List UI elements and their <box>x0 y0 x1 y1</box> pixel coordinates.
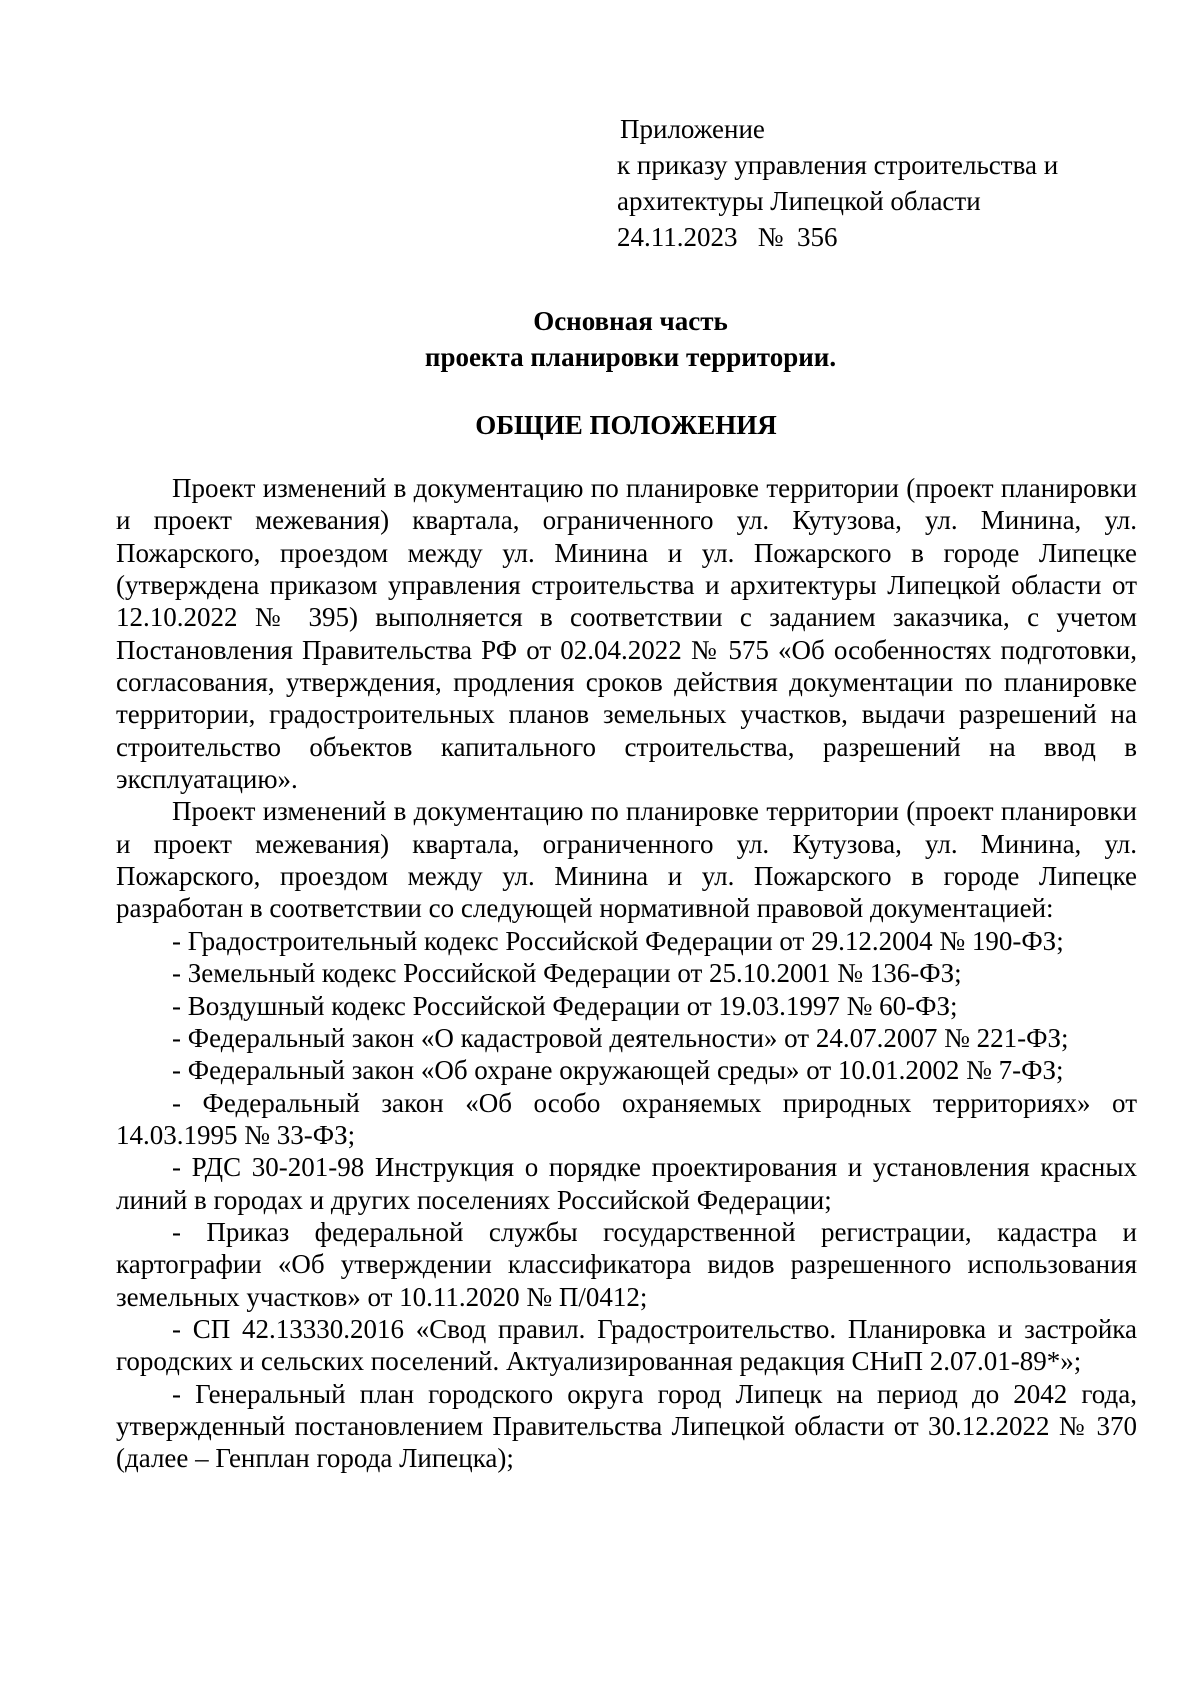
paragraph-regulations-lead: Проект изменений в документацию по планировке территории (проект планировки и проект межевания) квартала, ограниченного ул. Кутузова, ул. Минина, ул. Пожарского, проездом между ул. Минина и ул. Пожарского в городе Липецке разработан в соответствии со следующей нормативной правовой документацией: <box>116 796 1137 924</box>
appendix-date-number: 24.11.2023 № 356 <box>617 222 838 252</box>
section-heading: ОБЩИЕ ПОЛОЖЕНИЯ <box>475 410 777 440</box>
paragraph-intro: Проект изменений в документацию по планировке территории (проект планировки и проект межевания) квартала, ограниченного ул. Кутузова, ул. Минина, ул. Пожарского, проездом между ул. Минина и ул. Пожарского в городе Липецке (утверждена приказом управления строительства и архитектуры Липецкой области от 12.10.2022 № 395) выполняется в соответствии с заданием заказчика, с учетом Постановления Правительства РФ от 02.04.2022 № 575 «Об особенностях подготовки, согласования, утверждения, продления сроков действия документации по планировке территории, градостроительных планов земельных участков, выдачи разрешений на строительство объектов капитального строительства, разрешений на ввод в эксплуатацию». <box>116 473 1137 795</box>
list-item-cadastral-law: - Федеральный закон «О кадастровой деятельности» от 24.07.2007 № 221-ФЗ; <box>172 1022 1069 1053</box>
list-item-urban-planning-code: - Градостроительный кодекс Российской Федерации от 29.12.2004 № 190-ФЗ; <box>172 925 1064 956</box>
list-item-environment-law: - Федеральный закон «Об охране окружающей среды» от 10.01.2002 № 7-ФЗ; <box>172 1055 1064 1086</box>
appendix-order-reference: к приказу управления строительства и <box>617 150 1059 180</box>
document-title-line-1: Основная часть <box>533 306 728 336</box>
list-item-master-plan: - Генеральный план городского округа город Липецк на период до 2042 года, утвержденный постановлением Правительства Липецкой области от 30.12.2022 № 370 (далее – Генплан города Липецка); <box>116 1378 1137 1474</box>
appendix-label: Приложение <box>620 114 765 144</box>
list-item-rds-instruction: - РДС 30-201-98 Инструкция о порядке проектирования и установления красных линий в городах и других поселениях Российской Федерации; <box>116 1152 1137 1215</box>
document-title-line-2: проекта планировки территории. <box>424 342 837 372</box>
document-title <box>0 303 1200 375</box>
list-item-air-code: - Воздушный кодекс Российской Федерации от 19.03.1997 № 60-ФЗ; <box>172 990 958 1021</box>
list-item-protected-areas-law: - Федеральный закон «Об особо охраняемых природных территориях» от 14.03.1995 № 33-ФЗ; <box>116 1087 1137 1150</box>
list-item-sp-code: - СП 42.13330.2016 «Свод правил. Градостроительство. Планировка и застройка городских и сельских поселений. Актуализированная редакция СНиП 2.07.01-89*»; <box>116 1313 1137 1377</box>
list-item-land-code: - Земельный кодекс Российской Федерации от 25.10.2001 № 136-ФЗ; <box>172 958 962 989</box>
appendix-authority: архитектуры Липецкой области <box>617 186 981 216</box>
list-item-rosreestr-order: - Приказ федеральной службы государственной регистрации, кадастра и картографии «Об утверждении классификатора видов разрешенного использования земельных участков» от 10.11.2020 № П/0412; <box>116 1216 1137 1312</box>
appendix-header <box>617 111 1137 255</box>
document-body <box>116 472 1137 1475</box>
